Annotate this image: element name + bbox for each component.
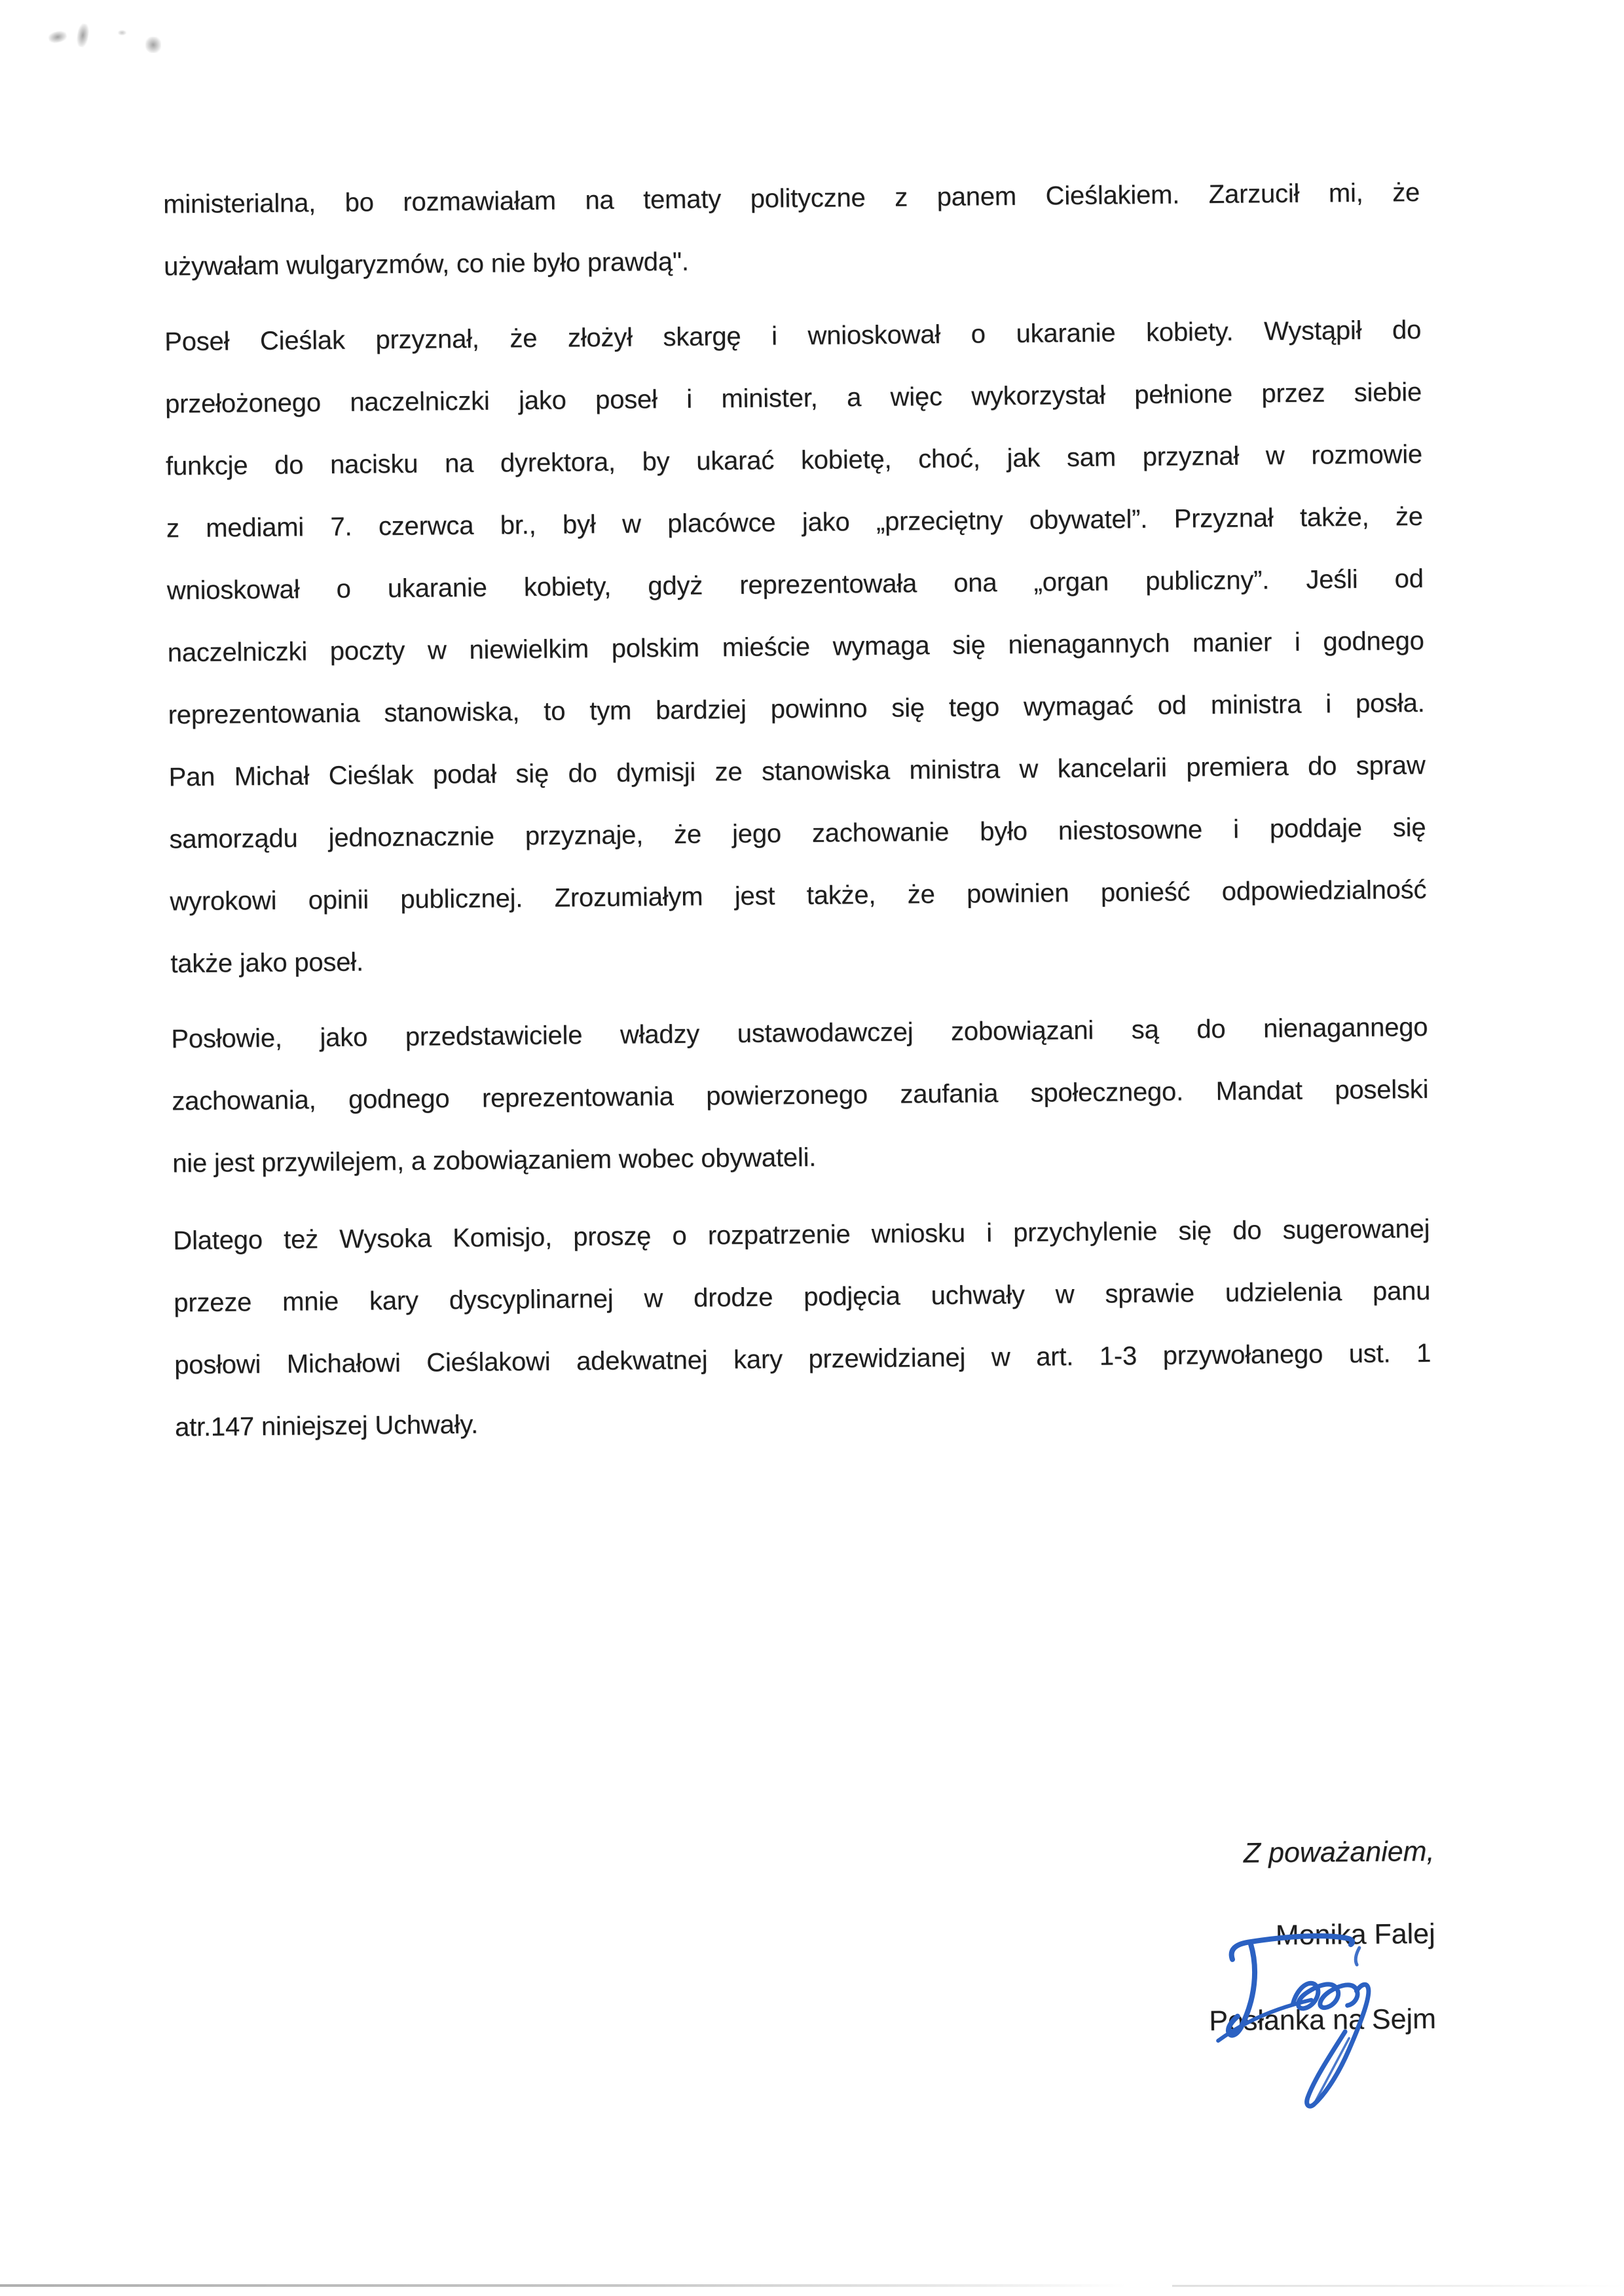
text-line: reprezentowania stanowiska, to tym bardziej powinno się tego wymagać od ministra i posła.: [168, 688, 1425, 730]
text-line: przeze mnie kary dyscyplinarnej w drodze podjęcia uchwały w sprawie udzielenia panu: [174, 1276, 1431, 1318]
scanner-edge-line: [0, 2284, 1126, 2287]
text-line: z mediami 7. czerwca br., był w placówce jako „przeciętny obywatel”. Przyznał także, że: [166, 501, 1424, 543]
text-line: atr.147 niniejszej Uchwały.: [174, 1410, 479, 1442]
text-line: nie jest przywilejem, a zobowiązaniem wobec obywateli.: [172, 1142, 817, 1178]
text-line: samorządu jednoznacznie przyznaje, że jego zachowanie było niestosowne i poddaje się: [169, 812, 1426, 854]
signer-name: Monika Falej: [1275, 1918, 1435, 1952]
scanner-edge-line: [1172, 2285, 1624, 2287]
handwritten-signature-icon: [1214, 1928, 1380, 2123]
text-line: wyrokowi opinii publicznej. Zrozumiałym jest także, że powinien ponieść odpowiedzialność: [170, 875, 1427, 917]
text-line: także jako poseł.: [170, 947, 364, 979]
text-line: wnioskował o ukaranie kobiety, gdyż reprezentowała ona „organ publiczny”. Jeśli od: [166, 564, 1424, 606]
text-line: posłowi Michałowi Cieślakowi adekwatnej kary przewidzianej w art. 1-3 przywołanego ust. 1: [174, 1338, 1431, 1380]
text-line: funkcje do nacisku na dyrektora, by ukarać kobietę, choć, jak sam przyznał w rozmowie: [165, 439, 1423, 481]
text-line: naczelniczki poczty w niewielkim polskim mieście wymaga się nienagannych manier i godnego: [167, 626, 1424, 668]
text-line: Posłowie, jako przedstawiciele władzy ustawodawczej zobowiązani są do nienagannego: [171, 1012, 1428, 1054]
signer-title: Posłanka na Sejm: [1209, 2003, 1437, 2037]
paragraph: [171, 996, 1430, 1195]
valediction-text: Z poważaniem,: [1243, 1835, 1435, 1869]
pen-smudge-mark: [145, 37, 161, 53]
pen-smudge-mark: [118, 30, 126, 35]
text-line: Pan Michał Cieślak podał się do dymisji ze stanowiska ministra w kancelarii premiera do spraw: [168, 750, 1426, 792]
paragraph: [164, 299, 1428, 995]
text-line: przełożonego naczelniczki jako poseł i minister, a więc wykorzystał pełnione przez siebie: [164, 377, 1422, 419]
paragraph: [163, 162, 1421, 298]
text-line: ministerialna, bo rozmawiałam na tematy polityczne z panem Cieślakiem. Zarzucił mi, że: [162, 178, 1420, 219]
text-line: zachowania, godnego reprezentowania powierzonego zaufania społecznego. Mandat poselski: [172, 1074, 1429, 1116]
text-line: Dlatego też Wysoka Komisjo, proszę o rozpatrzenie wniosku i przychylenie się do sugerowanej: [173, 1214, 1430, 1256]
text-line: Poseł Cieślak przyznał, że złożył skargę i wnioskował o ukaranie kobiety. Wystąpił do: [164, 315, 1422, 357]
paragraph: [173, 1198, 1432, 1459]
text-line: używałam wulgaryzmów, co nie było prawdą".: [163, 247, 689, 282]
